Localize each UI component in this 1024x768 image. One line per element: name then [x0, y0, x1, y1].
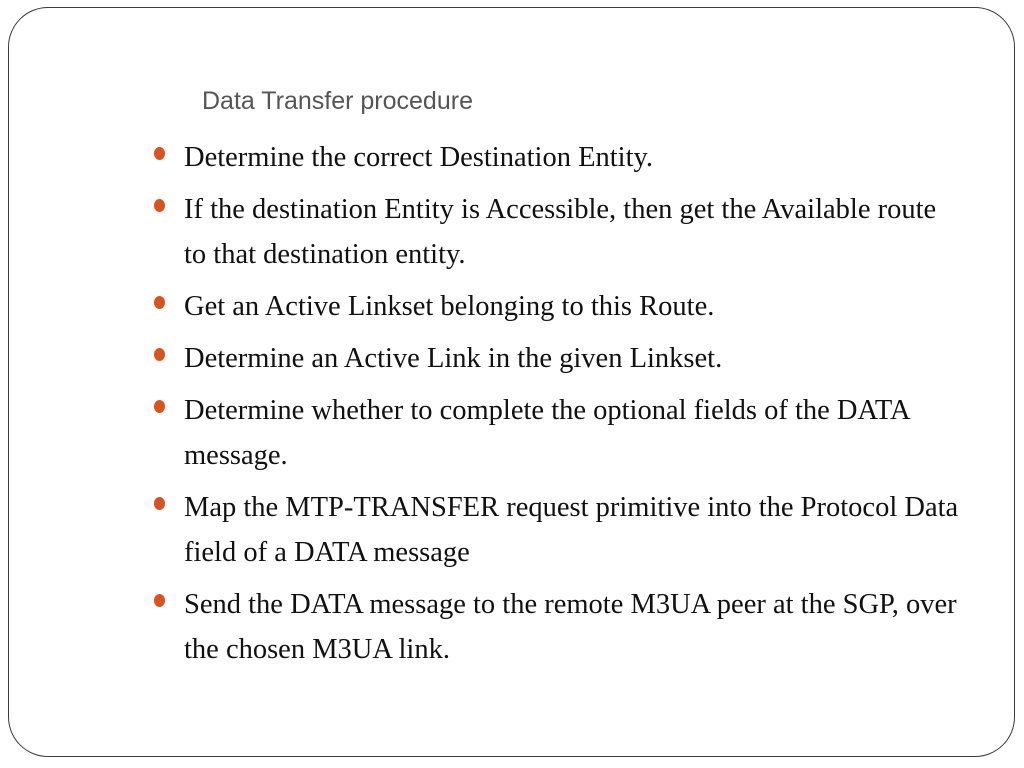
bullet-item — [154, 336, 964, 381]
bullet-item — [154, 284, 964, 329]
bullet-list — [154, 135, 964, 679]
bullet-item — [154, 582, 964, 672]
bullet-item — [154, 187, 964, 277]
bullet-dot-icon — [154, 199, 165, 212]
bullet-text: Send the DATA message to the remote M3UA peer at the SGP, over the chosen M3UA link. — [184, 589, 957, 665]
bullet-dot-icon — [154, 497, 165, 510]
slide-title: Data Transfer procedure — [202, 87, 473, 115]
bullet-text: Map the MTP-TRANSFER request primitive into the Protocol Data field of a DATA message — [184, 492, 959, 568]
bullet-dot-icon — [154, 400, 165, 413]
bullet-dot-icon — [154, 296, 165, 309]
bullet-dot-icon — [154, 147, 165, 160]
bullet-text: If the destination Entity is Accessible, then get the Available route to that destination entity. — [184, 194, 937, 270]
bullet-text: Determine an Active Link in the given Linkset. — [184, 343, 723, 374]
bullet-item — [154, 388, 964, 478]
bullet-item — [154, 485, 964, 575]
bullet-text: Determine whether to complete the optional fields of the DATA message. — [184, 395, 910, 471]
slide-frame — [8, 7, 1015, 757]
bullet-dot-icon — [154, 348, 165, 361]
bullet-item — [154, 135, 964, 180]
bullet-dot-icon — [154, 594, 165, 607]
bullet-text: Get an Active Linkset belonging to this Route. — [184, 291, 715, 322]
bullet-text: Determine the correct Destination Entity. — [184, 142, 654, 173]
